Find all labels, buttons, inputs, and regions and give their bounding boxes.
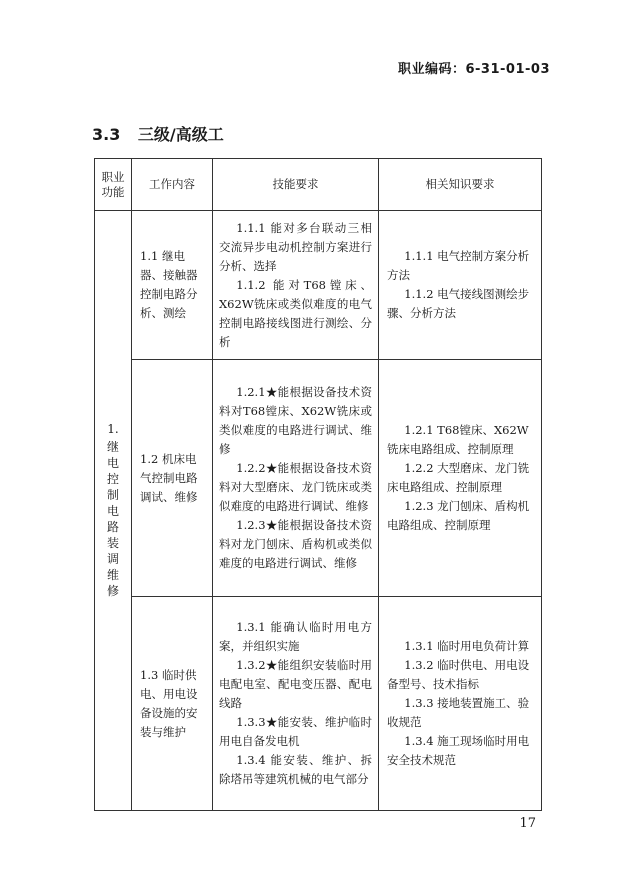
header-skills: 技能要求 bbox=[213, 159, 379, 211]
function-name: 继电控制电路装调维修 bbox=[106, 440, 119, 598]
content-cell: 1.3 临时供电、用电设备设施的安装与维护 bbox=[132, 597, 213, 811]
section-title: 三级/高级工 bbox=[137, 125, 224, 144]
section-number: 3.3 bbox=[92, 125, 121, 144]
skills-table bbox=[94, 158, 542, 811]
skill-item: 1.3.4 能安装、维护、拆除塔吊等建筑机械的电气部分 bbox=[219, 753, 372, 786]
page-number: 17 bbox=[519, 816, 536, 831]
knowledge-item: 1.3.1 临时用电负荷计算 bbox=[404, 639, 530, 653]
table-row bbox=[95, 597, 542, 811]
knowledge-cell bbox=[379, 597, 542, 811]
content-cell: 1.2 机床电气控制电路调试、维修 bbox=[132, 360, 213, 597]
table-row bbox=[95, 360, 542, 597]
knowledge-cell bbox=[379, 211, 542, 360]
skill-item: 1.2.3★能根据设备技术资料对龙门刨床、盾构机或类似难度的电路进行调试、维修 bbox=[219, 518, 372, 570]
knowledge-item: 1.3.2 临时供电、用电设备型号、技术指标 bbox=[387, 658, 530, 691]
knowledge-item: 1.2.1 T68镗床、X62W铣床电路组成、控制原理 bbox=[387, 423, 529, 456]
knowledge-cell bbox=[379, 360, 542, 597]
knowledge-item: 1.2.3 龙门刨床、盾构机电路组成、控制原理 bbox=[387, 499, 530, 532]
skill-item: 1.3.3★能安装、维护临时用电自备发电机 bbox=[219, 715, 372, 748]
content-cell: 1.1 继电器、接触器控制电路分析、测绘 bbox=[132, 211, 213, 360]
knowledge-item: 1.1.1 电气控制方案分析方法 bbox=[387, 249, 530, 282]
skill-item: 1.1.2 能对T68镗床、X62W铣床或类似难度的电气控制电路接线图进行测绘、分析 bbox=[219, 277, 372, 349]
skill-item: 1.2.1★能根据设备技术资料对T68镗床、X62W铣床或类似难度的电路进行调试、维修 bbox=[219, 385, 372, 456]
function-cell bbox=[95, 211, 132, 811]
skills-cell bbox=[213, 211, 379, 360]
function-number: 1. bbox=[107, 422, 119, 436]
skill-item: 1.1.1 能对多台联动三相交流异步电动机控制方案进行分析、选择 bbox=[219, 220, 372, 273]
knowledge-item: 1.3.4 施工现场临时用电安全技术规范 bbox=[387, 734, 530, 767]
occupation-code: 职业编码：6-31-01-03 bbox=[397, 62, 550, 77]
skill-item: 1.2.2★能根据设备技术资料对大型磨床、龙门铣床或类似难度的电路进行调试、维修 bbox=[219, 461, 372, 513]
header-content: 工作内容 bbox=[132, 159, 213, 211]
section-heading bbox=[92, 122, 224, 145]
skills-cell bbox=[213, 597, 379, 811]
skill-item: 1.3.2★能组织安装临时用电配电室、配电变压器、配电线路 bbox=[219, 658, 372, 710]
table-row bbox=[95, 211, 542, 360]
knowledge-item: 1.1.2 电气接线图测绘步骤、分析方法 bbox=[387, 287, 530, 320]
header-function: 职业功能 bbox=[95, 159, 132, 211]
table-header-row bbox=[95, 159, 542, 211]
skills-cell bbox=[213, 360, 379, 597]
knowledge-item: 1.3.3 接地装置施工、验收规范 bbox=[387, 696, 530, 729]
knowledge-item: 1.2.2 大型磨床、龙门铣床电路组成、控制原理 bbox=[387, 461, 530, 494]
skill-item: 1.3.1 能确认临时用电方案，并组织实施 bbox=[219, 620, 372, 653]
header-knowledge: 相关知识要求 bbox=[379, 159, 542, 211]
